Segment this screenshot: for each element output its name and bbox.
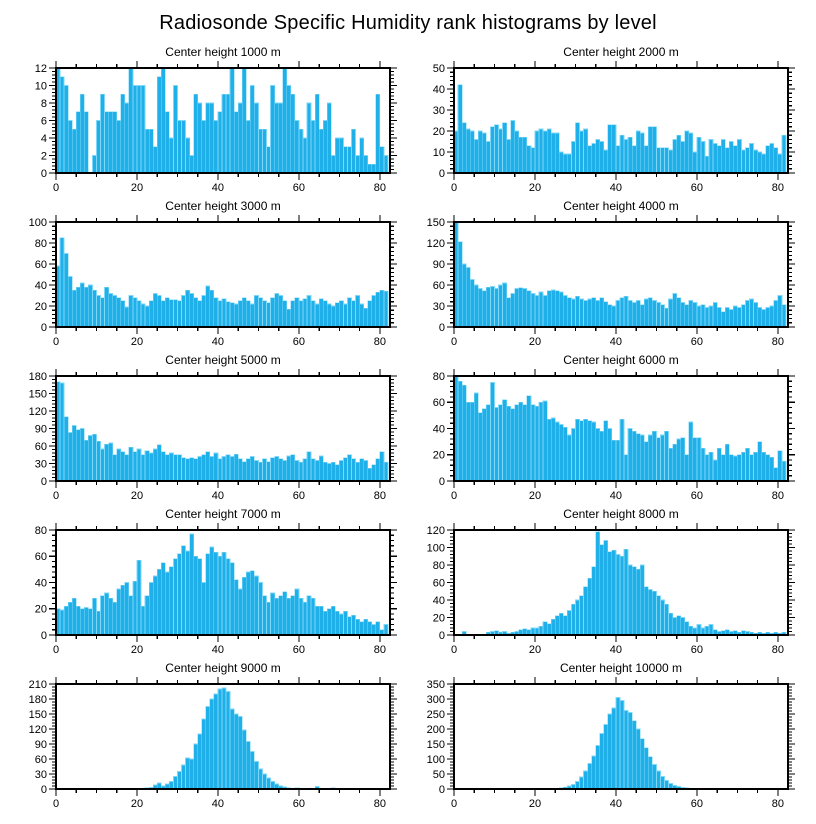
plot-area-2000m: [408, 60, 806, 196]
svg-text:90: 90: [34, 423, 47, 436]
svg-text:40: 40: [432, 83, 445, 96]
svg-text:100: 100: [28, 216, 47, 229]
svg-text:20: 20: [130, 336, 144, 348]
svg-text:30: 30: [432, 104, 445, 117]
svg-text:60: 60: [292, 798, 306, 810]
subplot-3000m: [10, 198, 408, 350]
svg-text:100: 100: [426, 542, 445, 555]
svg-text:40: 40: [211, 490, 225, 502]
svg-text:30: 30: [34, 458, 47, 471]
svg-text:60: 60: [690, 490, 704, 502]
svg-text:40: 40: [211, 644, 225, 656]
svg-text:90: 90: [432, 258, 445, 271]
svg-text:180: 180: [28, 370, 47, 383]
svg-text:40: 40: [211, 798, 225, 810]
subplot-grid: [0, 42, 816, 812]
svg-text:0: 0: [438, 783, 445, 796]
svg-text:80: 80: [771, 644, 785, 656]
svg-text:0: 0: [52, 798, 60, 810]
svg-text:20: 20: [130, 798, 144, 810]
svg-text:40: 40: [609, 182, 623, 194]
svg-text:40: 40: [609, 644, 623, 656]
svg-text:40: 40: [432, 594, 445, 607]
svg-text:20: 20: [130, 182, 144, 194]
svg-text:20: 20: [130, 644, 144, 656]
svg-text:60: 60: [690, 644, 704, 656]
figure-title: Radiosonde Specific Humidity rank histograms by level: [159, 12, 657, 34]
svg-text:20: 20: [432, 612, 445, 625]
svg-text:60: 60: [292, 182, 306, 194]
svg-text:0: 0: [40, 783, 47, 796]
histogram-svg: [408, 214, 806, 350]
subplot-title-1000m: Center height 1000 m: [165, 45, 281, 59]
svg-text:0: 0: [438, 475, 445, 488]
svg-text:80: 80: [373, 490, 387, 502]
svg-text:0: 0: [52, 490, 60, 502]
svg-text:0: 0: [52, 182, 60, 194]
svg-text:80: 80: [34, 524, 47, 537]
subplot-title-3000m: Center height 3000 m: [165, 199, 281, 213]
svg-text:80: 80: [771, 336, 785, 348]
svg-text:60: 60: [292, 336, 306, 348]
svg-text:2: 2: [40, 150, 47, 163]
subplot-1000m: [10, 44, 408, 196]
svg-text:10: 10: [34, 80, 47, 93]
svg-text:20: 20: [528, 336, 542, 348]
svg-text:20: 20: [528, 644, 542, 656]
svg-text:250: 250: [426, 708, 445, 721]
svg-text:40: 40: [211, 182, 225, 194]
svg-text:60: 60: [690, 336, 704, 348]
svg-text:0: 0: [52, 644, 60, 656]
svg-text:80: 80: [432, 370, 445, 383]
svg-text:0: 0: [450, 182, 458, 194]
svg-text:60: 60: [292, 490, 306, 502]
plot-area-5000m: [10, 368, 408, 504]
subplot-9000m: [10, 660, 408, 812]
plot-area-4000m: [408, 214, 806, 350]
svg-text:80: 80: [771, 182, 785, 194]
svg-text:6: 6: [40, 115, 47, 128]
svg-text:40: 40: [211, 336, 225, 348]
svg-text:350: 350: [426, 678, 445, 691]
plot-area-6000m: [408, 368, 806, 504]
subplot-title-7000m: Center height 7000 m: [165, 507, 281, 521]
svg-text:80: 80: [34, 237, 47, 250]
subplot-8000m: [408, 506, 806, 658]
svg-text:120: 120: [28, 405, 47, 418]
svg-text:40: 40: [609, 798, 623, 810]
svg-text:60: 60: [34, 753, 47, 766]
svg-text:10: 10: [432, 146, 445, 159]
plot-area-3000m: [10, 214, 408, 350]
subplot-title-4000m: Center height 4000 m: [563, 199, 679, 213]
subplot-6000m: [408, 352, 806, 504]
svg-text:4: 4: [40, 132, 47, 145]
subplot-title-10000m: Center height 10000 m: [559, 661, 683, 675]
subplot-title-8000m: Center height 8000 m: [563, 507, 679, 521]
svg-text:20: 20: [130, 490, 144, 502]
histogram-svg: [408, 676, 806, 812]
plot-area-10000m: [408, 676, 806, 812]
histogram-svg: [10, 368, 408, 504]
svg-text:20: 20: [34, 300, 47, 313]
svg-text:0: 0: [40, 321, 47, 334]
svg-text:40: 40: [34, 577, 47, 590]
histogram-svg: [408, 368, 806, 504]
svg-text:60: 60: [432, 397, 445, 409]
svg-text:20: 20: [432, 449, 445, 462]
subplot-4000m: [408, 198, 806, 350]
svg-text:0: 0: [40, 475, 47, 488]
svg-text:40: 40: [432, 423, 445, 436]
svg-text:20: 20: [34, 603, 47, 616]
svg-text:40: 40: [34, 279, 47, 292]
svg-text:40: 40: [609, 490, 623, 502]
svg-text:0: 0: [450, 798, 458, 810]
svg-text:0: 0: [438, 167, 445, 180]
svg-text:0: 0: [438, 629, 445, 642]
subplot-title-2000m: Center height 2000 m: [563, 45, 679, 59]
svg-text:8: 8: [40, 97, 47, 110]
svg-text:100: 100: [426, 753, 445, 766]
plot-area-9000m: [10, 676, 408, 812]
svg-text:80: 80: [771, 490, 785, 502]
svg-text:80: 80: [771, 798, 785, 810]
subplot-10000m: [408, 660, 806, 812]
svg-text:80: 80: [373, 644, 387, 656]
svg-text:60: 60: [690, 182, 704, 194]
svg-text:0: 0: [438, 321, 445, 334]
plot-area-7000m: [10, 522, 408, 658]
plot-area-8000m: [408, 522, 806, 658]
histogram-svg: [10, 522, 408, 658]
svg-text:40: 40: [609, 336, 623, 348]
svg-text:50: 50: [432, 62, 445, 75]
svg-text:50: 50: [432, 768, 445, 781]
plot-area-1000m: [10, 60, 408, 196]
svg-text:0: 0: [40, 167, 47, 180]
subplot-title-9000m: Center height 9000 m: [165, 661, 281, 675]
svg-text:60: 60: [690, 798, 704, 810]
svg-text:60: 60: [34, 440, 47, 453]
svg-text:20: 20: [432, 125, 445, 138]
svg-text:60: 60: [34, 551, 47, 563]
subplot-title-6000m: Center height 6000 m: [563, 353, 679, 367]
svg-text:12: 12: [34, 62, 47, 75]
svg-text:30: 30: [34, 768, 47, 781]
svg-text:20: 20: [528, 182, 542, 194]
svg-text:90: 90: [34, 738, 47, 751]
histogram-svg: [10, 676, 408, 812]
svg-text:200: 200: [426, 723, 445, 736]
svg-text:80: 80: [432, 559, 445, 572]
svg-text:150: 150: [426, 216, 445, 229]
svg-text:0: 0: [52, 336, 60, 348]
svg-text:20: 20: [528, 490, 542, 502]
histogram-svg: [408, 60, 806, 196]
svg-text:60: 60: [292, 644, 306, 656]
svg-text:0: 0: [40, 629, 47, 642]
svg-text:60: 60: [432, 577, 445, 590]
svg-text:150: 150: [426, 738, 445, 751]
svg-text:60: 60: [34, 258, 47, 271]
subplot-7000m: [10, 506, 408, 658]
svg-text:150: 150: [28, 708, 47, 721]
svg-text:180: 180: [28, 693, 47, 706]
svg-text:20: 20: [528, 798, 542, 810]
subplot-2000m: [408, 44, 806, 196]
svg-text:60: 60: [432, 279, 445, 292]
svg-text:0: 0: [450, 644, 458, 656]
svg-text:300: 300: [426, 693, 445, 706]
subplot-title-5000m: Center height 5000 m: [165, 353, 281, 367]
svg-text:80: 80: [373, 336, 387, 348]
subplot-5000m: [10, 352, 408, 504]
svg-text:30: 30: [432, 300, 445, 313]
histogram-svg: [10, 214, 408, 350]
svg-text:120: 120: [426, 524, 445, 537]
svg-text:80: 80: [373, 798, 387, 810]
svg-text:120: 120: [426, 237, 445, 250]
svg-text:0: 0: [450, 490, 458, 502]
svg-text:0: 0: [450, 336, 458, 348]
svg-text:120: 120: [28, 723, 47, 736]
svg-text:80: 80: [373, 182, 387, 194]
svg-text:150: 150: [28, 388, 47, 401]
histogram-svg: [408, 522, 806, 658]
histogram-svg: [10, 60, 408, 196]
svg-text:210: 210: [28, 678, 47, 691]
